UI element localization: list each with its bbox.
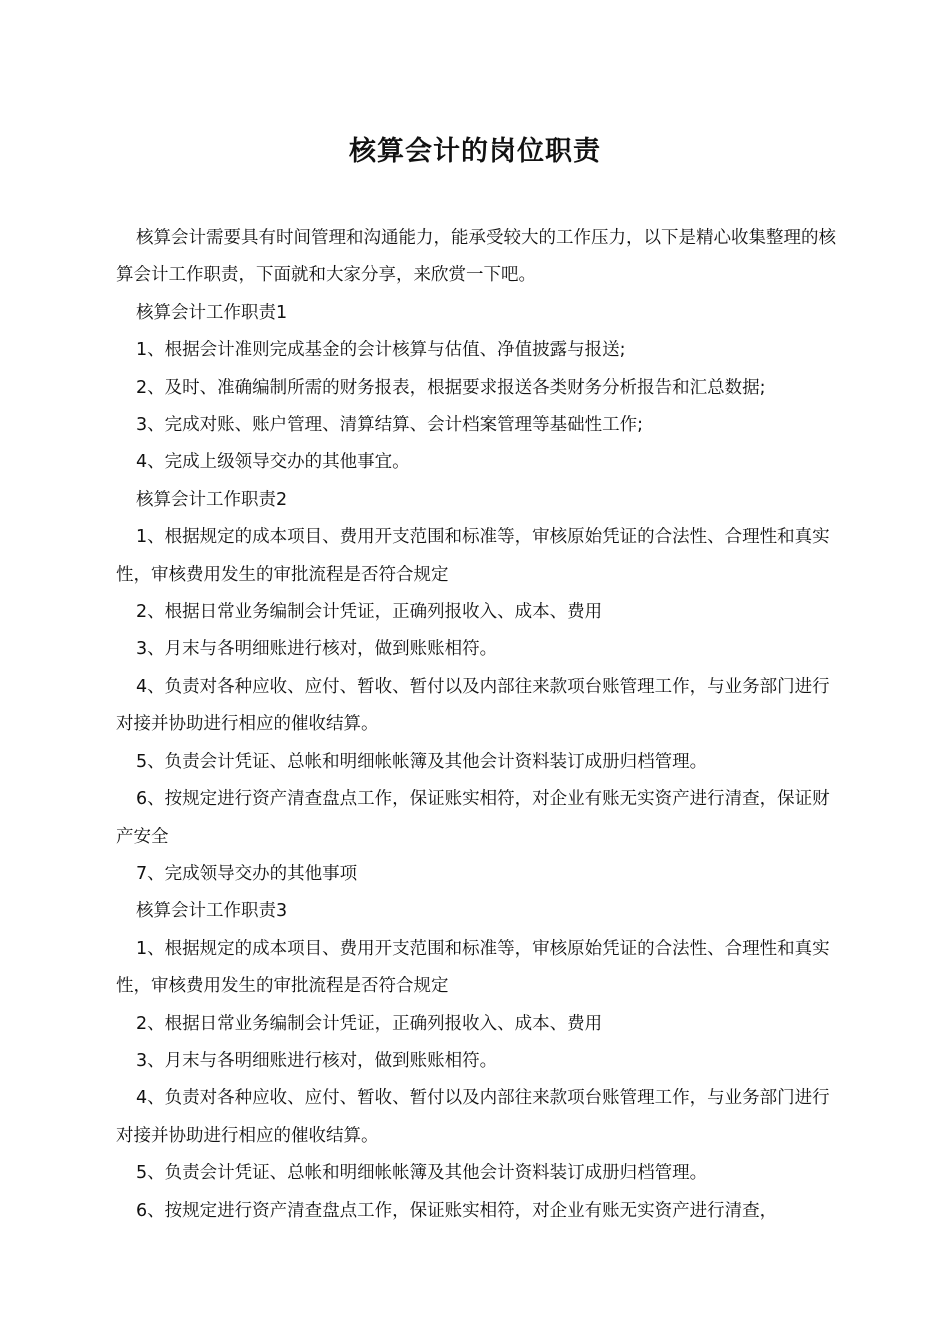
duty-item: 6、按规定进行资产清查盘点工作，保证账实相符，对企业有账无实资产进行清查， — [136, 1200, 778, 1221]
duty-item: 6、按规定进行资产清查盘点工作，保证账实相符，对企业有账无实资产进行清查，保证财产安全 — [116, 789, 830, 847]
duty-item: 3、月末与各明细账进行核对，做到账账相符。 — [136, 639, 498, 660]
section-heading-1: 核算会计工作职责1 — [136, 302, 288, 323]
document-title: 核算会计的岗位职责 — [349, 136, 601, 167]
duty-item: 1、根据规定的成本项目、费用开支范围和标准等，审核原始凭证的合法性、合理性和真实性，审核费用发生的审批流程是否符合规定 — [116, 938, 830, 997]
duty-item: 4、负责对各种应收、应付、暂收、暂付以及内部往来款项台账管理工作，与业务部门进行对接并协助进行相应的催收结算。 — [116, 1088, 830, 1146]
duty-item: 2、及时、准确编制所需的财务报表，根据要求报送各类财务分析报告和汇总数据; — [136, 377, 766, 398]
duty-item: 1、根据会计准则完成基金的会计核算与估值、净值披露与报送; — [136, 340, 626, 361]
duty-item: 5、负责会计凭证、总帐和明细帐帐簿及其他会计资料装订成册归档管理。 — [136, 751, 708, 772]
duty-item: 5、负责会计凭证、总帐和明细帐帐簿及其他会计资料装订成册归档管理。 — [136, 1163, 708, 1184]
document-body — [116, 220, 836, 1230]
duty-item: 4、完成上级领导交办的其他事宜。 — [136, 452, 410, 473]
intro-paragraph: 核算会计需要具有时间管理和沟通能力，能承受较大的工作压力，以下是精心收集整理的核算会计工作职责，下面就和大家分享，来欣赏一下吧。 — [116, 228, 836, 286]
duty-item: 3、月末与各明细账进行核对，做到账账相符。 — [136, 1050, 498, 1071]
duty-item: 2、根据日常业务编制会计凭证，正确列报收入、成本、费用 — [136, 1013, 603, 1034]
duty-item: 2、根据日常业务编制会计凭证，正确列报收入、成本、费用 — [136, 602, 603, 623]
duty-item: 1、根据规定的成本项目、费用开支范围和标准等，审核原始凭证的合法性、合理性和真实性，审核费用发生的审批流程是否符合规定 — [116, 527, 830, 585]
section-heading-3: 核算会计工作职责3 — [136, 901, 288, 922]
duty-item: 3、完成对账、账户管理、清算结算、会计档案管理等基础性工作; — [136, 415, 644, 436]
section-heading-2: 核算会计工作职责2 — [136, 489, 288, 510]
duty-item: 4、负责对各种应收、应付、暂收、暂付以及内部往来款项台账管理工作，与业务部门进行对接并协助进行相应的催收结算。 — [116, 676, 830, 735]
duty-item: 7、完成领导交办的其他事项 — [136, 863, 358, 884]
